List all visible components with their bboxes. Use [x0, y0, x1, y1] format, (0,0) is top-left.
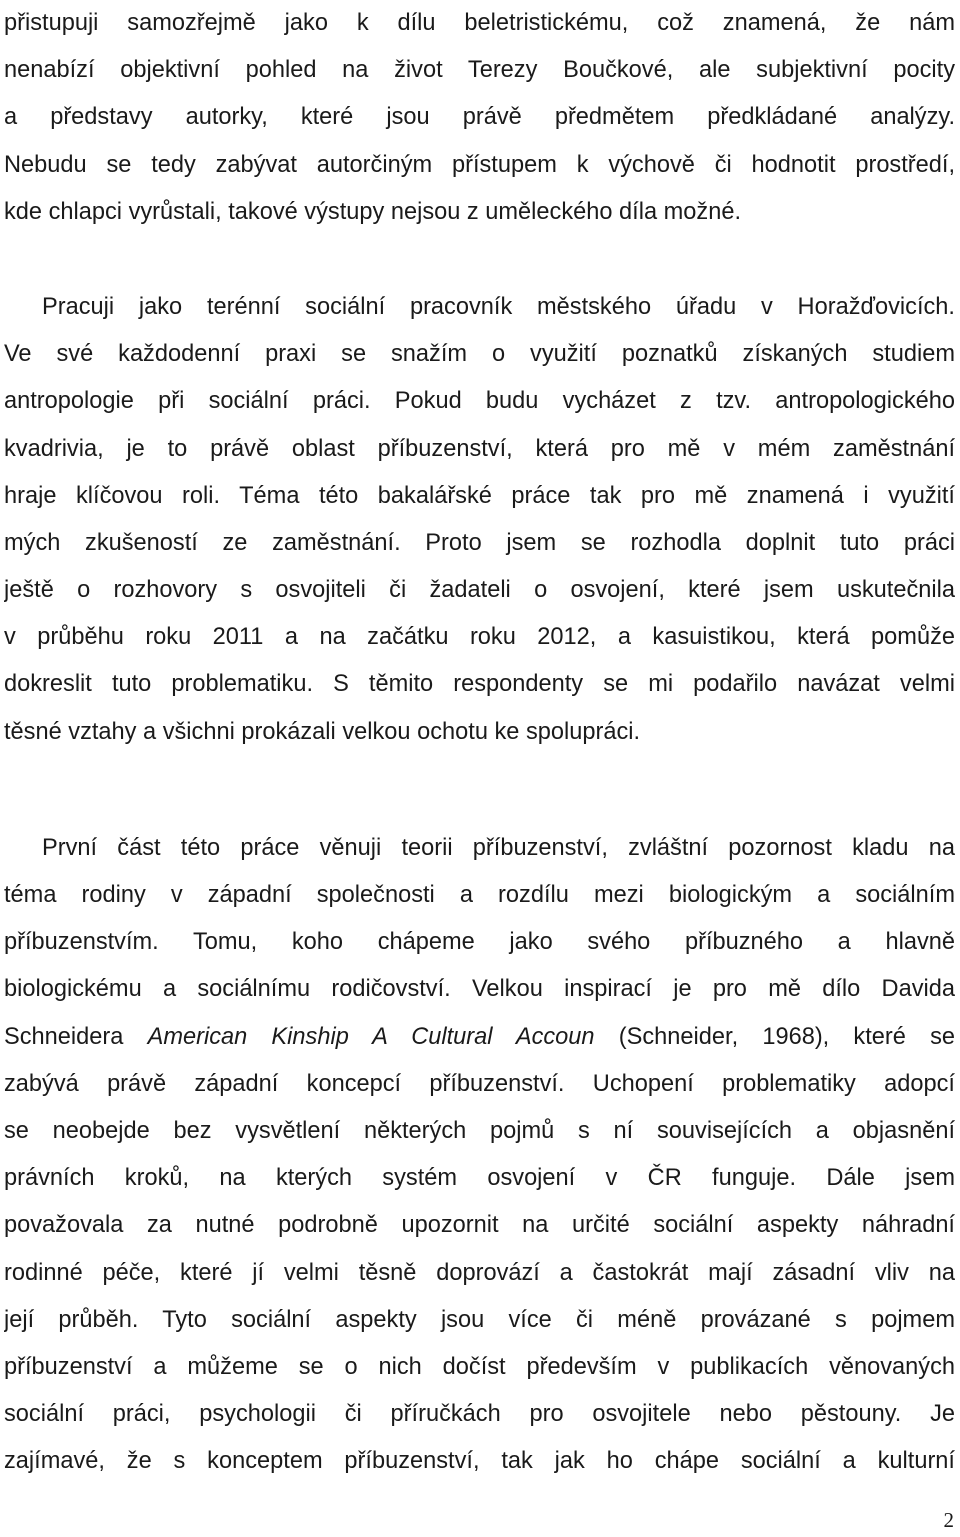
title-line-prefix: Schneidera	[4, 1023, 148, 1050]
text-line: rodinné péče, které jí velmi těsně doprovází a častokrát mají zásadní vliv na	[4, 1259, 955, 1286]
paragraph-3	[4, 825, 955, 1486]
text-line: ještě o rozhovory s osvojiteli či žadateli o osvojení, které jsem uskutečnila	[4, 577, 955, 604]
title-line-suffix: (Schneider, 1968), které se	[594, 1023, 955, 1050]
text-line: se neobejde bez vysvětlení některých pojmů s ní souvisejících a objasnění	[4, 1117, 955, 1144]
text-line: její průběh. Tyto sociální aspekty jsou více či méně provázané s pojmem	[4, 1306, 955, 1333]
text-line: antropologie při sociální práci. Pokud budu vycházet z tzv. antropologického	[4, 388, 955, 415]
text-line: zajímavé, že s konceptem příbuzenství, tak jak ho chápe sociální a kulturní	[4, 1448, 955, 1475]
text-line: v průběhu roku 2011 a na začátku roku 2012, a kasuistikou, která pomůže	[4, 624, 955, 651]
text-line: dokreslit tuto problematiku. S těmito respondenty se mi podařilo navázat velmi	[4, 671, 955, 698]
text-line: těsné vztahy a všichni prokázali velkou ochotu ke spolupráci.	[4, 718, 641, 745]
text-line: považovala za nutné podrobně upozornit na určité sociální aspekty náhradní	[4, 1212, 955, 1239]
text-line: a představy autorky, které jsou právě předmětem předkládané analýzy.	[4, 104, 955, 131]
text-line: kde chlapci vyrůstali, takové výstupy nejsou z uměleckého díla možné.	[4, 198, 742, 225]
text-line: Ve své každodenní praxi se snažím o využití poznatků získaných studiem	[4, 341, 955, 368]
text-line-with-citation	[4, 1014, 955, 1061]
text-line: hraje klíčovou roli. Téma této bakalářské práce tak pro mě znamená i využití	[4, 482, 955, 509]
text-line: biologickému a sociálnímu rodičovství. Velkou inspirací je pro mě dílo Davida	[4, 976, 955, 1003]
paragraph-2	[4, 284, 955, 756]
text-line: První část této práce věnuji teorii příbuzenství, zvláštní pozornost kladu na	[42, 834, 955, 861]
text-line: mých zkušeností ze zaměstnání. Proto jsem se rozhodla doplnit tuto práci	[4, 529, 955, 556]
paragraph-spacer	[4, 236, 955, 284]
text-line: zabývá právě západní koncepcí příbuzenství. Uchopení problematiky adopcí	[4, 1070, 955, 1097]
text-line: přistupuji samozřejmě jako k dílu beletristickému, což znamená, že nám	[4, 10, 955, 36]
book-title: American Kinship A Cultural Accoun	[147, 1023, 595, 1050]
paragraph-spacer	[4, 756, 955, 825]
document-page	[4, 0, 955, 1485]
text-line: sociální práci, psychologii či příručkách pro osvojitele nebo pěstouny. Je	[4, 1401, 955, 1428]
text-line: kvadrivia, je to právě oblast příbuzenství, která pro mě v mém zaměstnání	[4, 435, 955, 462]
text-line: příbuzenství a můžeme se o nich dočíst především v publikacích věnovaných	[4, 1353, 955, 1380]
text-line: právních kroků, na kterých systém osvojení v ČR funguje. Dále jsem	[4, 1165, 955, 1192]
text-line: téma rodiny v západní společnosti a rozdílu mezi biologickým a sociálním	[4, 882, 955, 908]
text-line: příbuzenstvím. Tomu, koho chápeme jako svého příbuzného a hlavně	[4, 929, 955, 956]
page-number: 2	[943, 1508, 954, 1532]
text-line: Nebudu se tedy zabývat autorčiným přístupem k výchově či hodnotit prostředí,	[4, 151, 955, 178]
paragraph-1	[4, 0, 955, 236]
text-line: Pracuji jako terénní sociální pracovník městského úřadu v Horažďovicích.	[42, 293, 955, 320]
text-line: nenabízí objektivní pohled na život Terezy Boučkové, ale subjektivní pocity	[4, 57, 955, 84]
